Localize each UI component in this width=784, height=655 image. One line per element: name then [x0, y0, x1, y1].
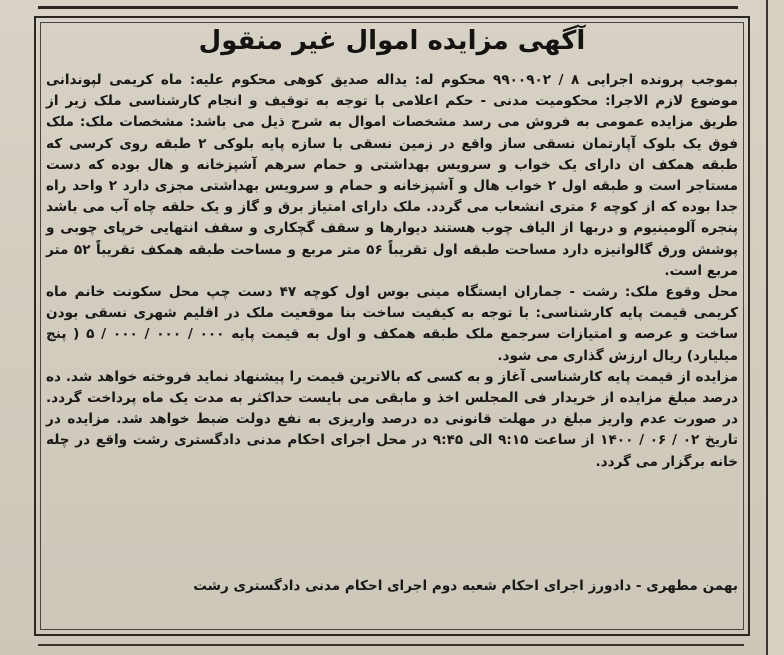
- notice-signature: بهمن مطهری - دادورز اجرای احکام شعبه دوم اجرای احکام مدنی دادگستری رشت: [193, 578, 738, 594]
- top-rule: [38, 6, 738, 9]
- notice-paragraph-location-price: محل وقوع ملک: رشت - جماران ایستگاه مینی بوس اول کوچه ۴۷ دست چپ محل سکونت خانم ماه کریمی قیمت پایه کارشناسی: با توجه به کیفیت ساخت بنا موقعیت ملک در اقلیم شهری نسقی بودن ساخت و عرصه و امتیازات سرجمع ملک طبقه همکف و اول به قیمت پایه ۰۰۰ / ۰۰۰ / ۰۰۰ / ۵ ( پنج میلیارد) ریال ارزش گذاری می شود.: [46, 284, 739, 364]
- adjacent-column: [768, 0, 784, 655]
- notice-paragraph-property: بموجب پرونده اجرایی ۸ / ۹۹۰۰۹۰۲ محکوم له: یداله صدیق کوهی محکوم علیه: ماه کریمی لپوندانی موضوع لازم الاجرا: محکومیت مدنی - حکم اعلامی با توجه به توقیف و انجام کارشناسی ملک زیر از طریق مزایده عمومی به فروش می رسد مشخصات اموال به شرح ذیل می باشد: مشخصات ملک: ملک فوق یک بلوک آپارتمان نسقی ساز واقع در زمین نسقی با سازه پایه بلوکی ۲ طبقه روی کرسی که طبقه همکف ان دارای یک خواب و سرویس بهداشتی و حمام سرهم آشپزخانه و هال بوده که دست مستاجر است و طبقه اول ۲ خواب هال و آشپزخانه و حمام و سرویس بهداشتی مجزی دارد ۲ واحد راه جدا بوده که از کوچه ۶ متری انشعاب می گردد. ملک دارای امتیاز برق و گاز و یک حلقه چاه آب می باشد پنجره آلومینیوم و دربها از الیاف چوب هستند دیوارها و سقف گچکاری و سقف انتهایی خرپای چوبی و پوشش ورق گالوانیزه دارد مساحت طبقه اول تقریباً ۵۶ متر مربع و مساحت طبقه همکف تقریباً ۵۲ متر مربع است.: [46, 72, 739, 279]
- notice-paragraph-auction-terms: مزایده از قیمت پایه کارشناسی آغاز و به کسی که بالاترین قیمت را پیشنهاد نماید فروخته خواهد شد. ده درصد مبلغ مزایده از خریدار فی المجلس اخذ و مابقی می بایست حداکثر به مدت یک ماه پرداخت گردد. در صورت عدم واریز مبلغ در مهلت قانونی ده درصد واریزی به نفع دولت ضبط خواهد شد. مزایده در تاریخ ۰۲ / ۰۶ / ۱۴۰۰ از ساعت ۹:۱۵ الی ۹:۴۵ در محل اجرای احکام مدنی دادگستری رشت واقع در چله خانه برگزار می گردد.: [46, 368, 738, 470]
- notice-body: [46, 70, 738, 473]
- column-divider: [766, 0, 768, 655]
- bottom-rule: [38, 644, 744, 646]
- notice-title: آگهی مزایده اموال غیر منقول: [198, 26, 586, 56]
